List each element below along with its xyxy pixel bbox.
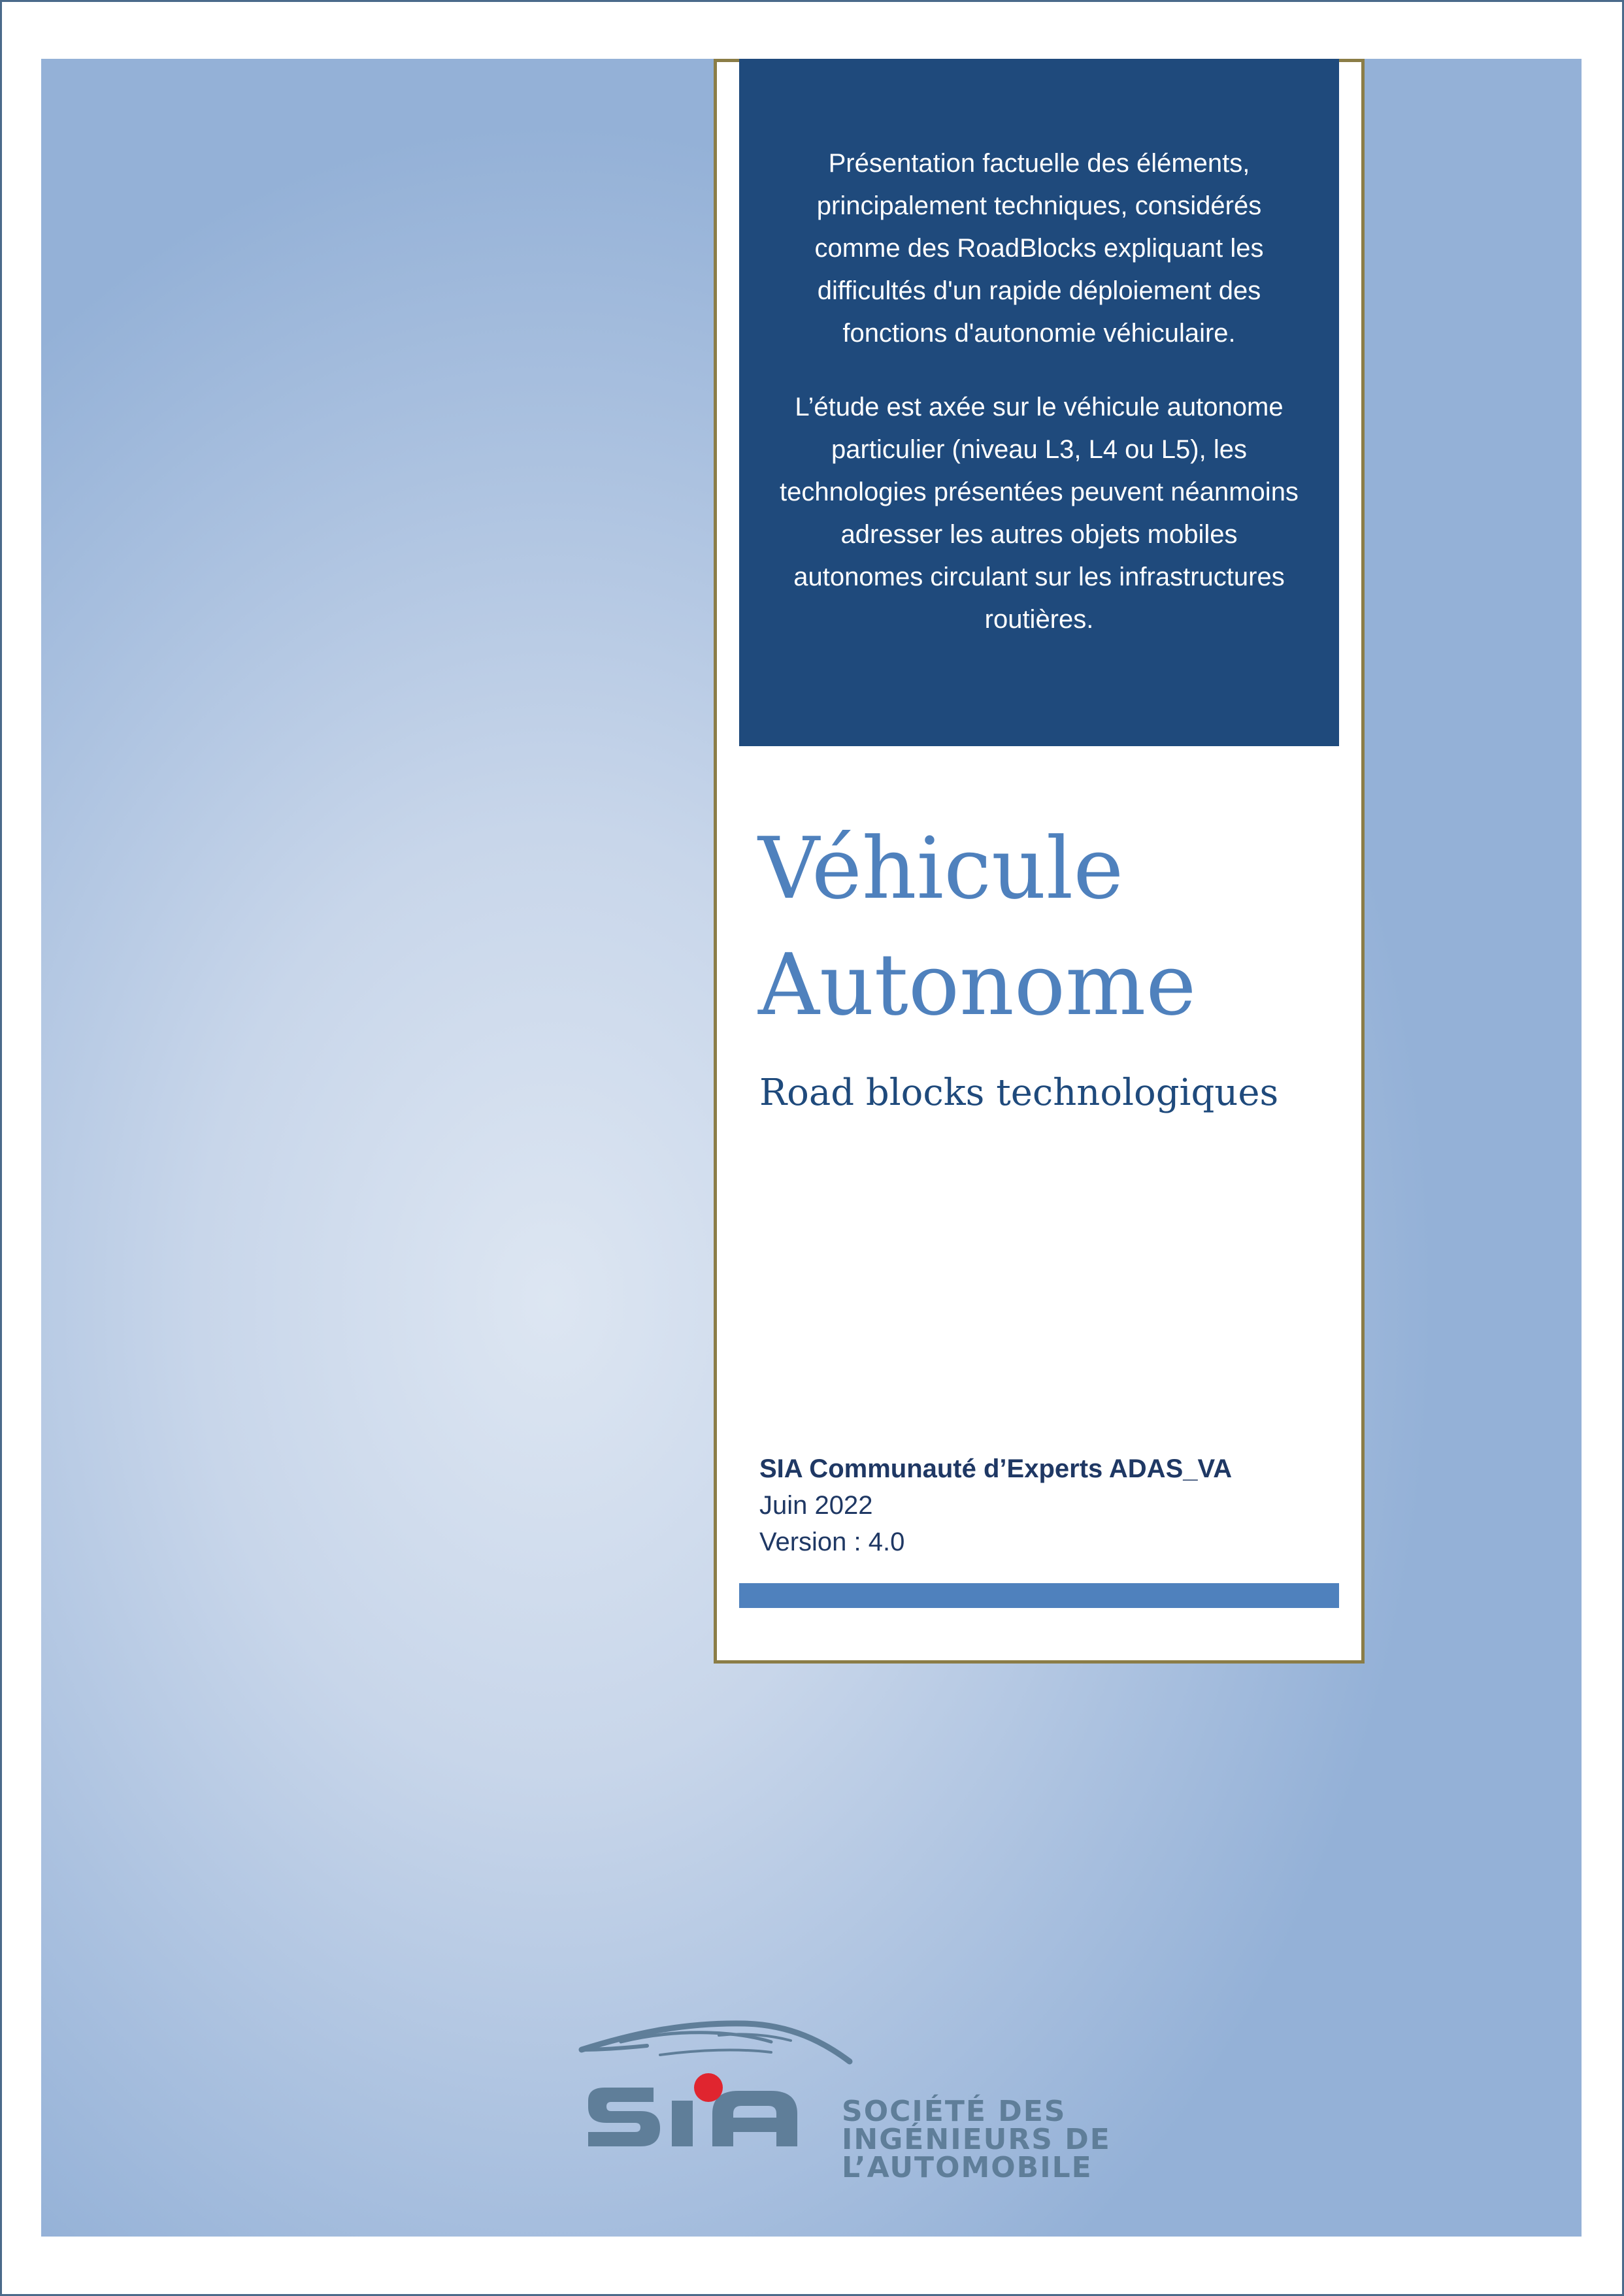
author-line: SIA Communauté d’Experts ADAS_VA [759,1454,1233,1483]
summary-paragraph-2: L’étude est axée sur le véhicule autonome particulier (niveau L3, L4 ou L5), les technologies présentées peuvent néanmoins adresser les autres objets mobiles autonomes circulant sur les infrastructures routières. [780,393,1299,634]
title-line-1: Véhicule [758,819,1124,918]
sia-logo-text [842,2097,1111,2182]
version-line: Version : 4.0 [759,1528,905,1556]
logo-text-line-1: SOCIÉTÉ DES [842,2095,1067,2128]
summary-box [739,59,1339,746]
sia-letters-icon [588,2088,797,2146]
document-meta [759,1451,1334,1560]
car-swoosh-icon [582,2024,850,2061]
summary-paragraph-1: Présentation factuelle des éléments, principalement techniques, considérés comme des RoadBlocks expliquant les difficultés d'un rapide déploiement des fonctions d'autonomie véhiculaire. [814,149,1264,348]
logo-text-line-2: INGÉNIEURS DE [842,2123,1111,2156]
accent-bar [739,1583,1339,1608]
red-dot-icon [694,2073,723,2102]
title-line-2: Autonome [758,935,1197,1034]
date-line: Juin 2022 [759,1491,873,1520]
logo-text-line-3: L’AUTOMOBILE [842,2151,1093,2184]
document-subtitle: Road blocks technologiques [759,1072,1279,1114]
document-title [758,810,1333,1043]
